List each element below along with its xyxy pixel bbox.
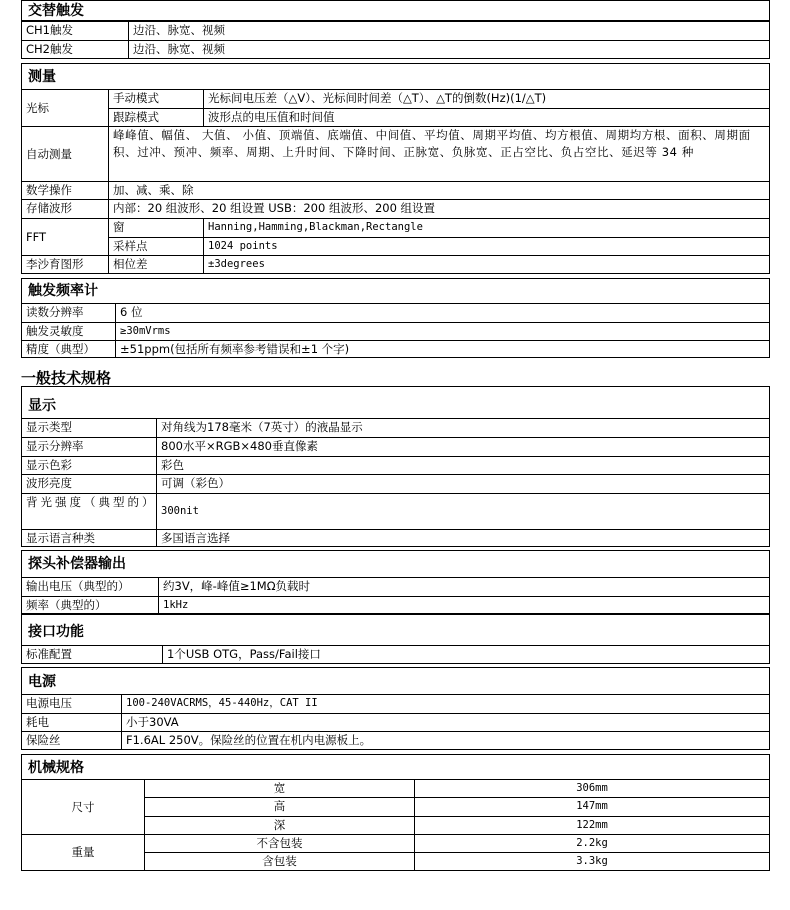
cursor-track-label: 跟踪模式 — [108, 108, 204, 127]
probe-voltage-value: 约3V，峰-峰值≥1MΩ负载时 — [158, 577, 770, 597]
general-spec-heading: 一般技术规格 — [21, 369, 112, 387]
waveform-brightness-value: 可调（彩色） — [156, 474, 770, 494]
weight-unpacked-value: 2.2kg — [414, 834, 770, 853]
cursor-track-value: 波形点的电压值和时间值 — [203, 108, 770, 127]
display-resolution-value: 800水平×RGB×480垂直像素 — [156, 437, 770, 457]
cursor-label: 光标 — [21, 89, 109, 127]
backlight-label: 背光强度（典型的） — [21, 493, 157, 530]
counter-accuracy-label: 精度（典型） — [21, 340, 116, 358]
store-label: 存储波形 — [21, 199, 109, 219]
size-width-value: 306mm — [414, 779, 770, 798]
section-title-power: 电源 — [21, 667, 770, 695]
counter-sensitivity-value: ≥30mVrms — [115, 322, 770, 341]
size-label: 尺寸 — [21, 779, 145, 835]
math-label: 数学操作 — [21, 181, 109, 200]
backlight-value: 300nit — [156, 493, 770, 530]
ch1-trigger-label: CH1触发 — [21, 21, 129, 41]
fuse-label: 保险丝 — [21, 731, 122, 750]
probe-frequency-value: 1kHz — [158, 596, 770, 614]
math-value: 加、减、乘、除 — [108, 181, 770, 200]
size-depth-label: 深 — [144, 816, 415, 835]
interface-standard-value: 1个USB OTG，Pass/Fail接口 — [162, 645, 770, 664]
cursor-manual-value: 光标间电压差（△V）、光标间时间差（△T）、△T的倒数(Hz)(1/△T) — [203, 89, 770, 109]
counter-resolution-value: 6 位 — [115, 303, 770, 323]
ch2-trigger-label: CH2触发 — [21, 40, 129, 59]
weight-unpacked-label: 不含包装 — [144, 834, 415, 853]
ch2-trigger-value: 边沿、脉宽、视频 — [128, 40, 770, 59]
power-voltage-label: 电源电压 — [21, 694, 122, 714]
probe-voltage-label: 输出电压（典型的） — [21, 577, 159, 597]
section-title-display: 显示 — [21, 386, 770, 419]
ch1-trigger-value: 边沿、脉宽、视频 — [128, 21, 770, 41]
counter-accuracy-value: ±51ppm(包括所有频率参考错误和±1 个字) — [115, 340, 770, 358]
size-height-label: 高 — [144, 797, 415, 817]
fft-label: FFT — [21, 218, 109, 256]
power-voltage-value: 100-240VACRMS，45-440Hz，CAT II — [121, 694, 770, 714]
size-height-value: 147mm — [414, 797, 770, 817]
waveform-brightness-label: 波形亮度 — [21, 474, 157, 494]
display-color-value: 彩色 — [156, 456, 770, 475]
fft-window-value: Hanning,Hamming,Blackman,Rectangle — [203, 218, 770, 238]
fft-sample-label: 采样点 — [108, 237, 204, 256]
store-value: 内部：20 组波形、20 组设置 USB：200 组波形、200 组设置 — [108, 199, 770, 219]
weight-label: 重量 — [21, 834, 145, 871]
display-type-label: 显示类型 — [21, 418, 157, 438]
section-title-mech: 机械规格 — [21, 754, 770, 780]
interface-standard-label: 标准配置 — [21, 645, 163, 664]
display-language-label: 显示语言种类 — [21, 529, 157, 547]
auto-measure-label: 自动测量 — [21, 126, 109, 182]
counter-resolution-label: 读数分辨率 — [21, 303, 116, 323]
power-consumption-value: 小于30VA — [121, 713, 770, 732]
cursor-manual-label: 手动模式 — [108, 89, 204, 109]
counter-sensitivity-label: 触发灵敏度 — [21, 322, 116, 341]
power-consumption-label: 耗电 — [21, 713, 122, 732]
display-type-value: 对角线为178毫米（7英寸）的液晶显示 — [156, 418, 770, 438]
display-color-label: 显示色彩 — [21, 456, 157, 475]
section-title-measure: 测量 — [21, 63, 770, 90]
size-width-label: 宽 — [144, 779, 415, 798]
display-resolution-label: 显示分辨率 — [21, 437, 157, 457]
lissajous-label: 李沙育图形 — [21, 255, 109, 274]
auto-measure-value: 峰峰值、幅值、 大值、 小值、顶端值、底端值、中间值、平均值、周期平均值、均方根值、周期均方根、面积、周期面积、过冲、预冲、频率、周期、上升时间、下降时间、正脉宽、负脉宽、正占空比、负占空比、延迟等 34 种 — [108, 126, 770, 182]
display-language-value: 多国语言选择 — [156, 529, 770, 547]
section-title-trigger-alt: 交替触发 — [21, 0, 770, 21]
fft-sample-value: 1024 points — [203, 237, 770, 256]
probe-frequency-label: 频率（典型的） — [21, 596, 159, 614]
size-depth-value: 122mm — [414, 816, 770, 835]
fuse-value: F1.6AL 250V。保险丝的位置在机内电源板上。 — [121, 731, 770, 750]
fft-window-label: 窗 — [108, 218, 204, 238]
section-title-freq-counter: 触发频率计 — [21, 278, 770, 304]
lissajous-phase-value: ±3degrees — [203, 255, 770, 274]
section-title-interface: 接口功能 — [21, 614, 770, 646]
weight-packed-label: 含包装 — [144, 852, 415, 871]
lissajous-phase-label: 相位差 — [108, 255, 204, 274]
weight-packed-value: 3.3kg — [414, 852, 770, 871]
section-title-probe: 探头补偿器输出 — [21, 550, 770, 578]
